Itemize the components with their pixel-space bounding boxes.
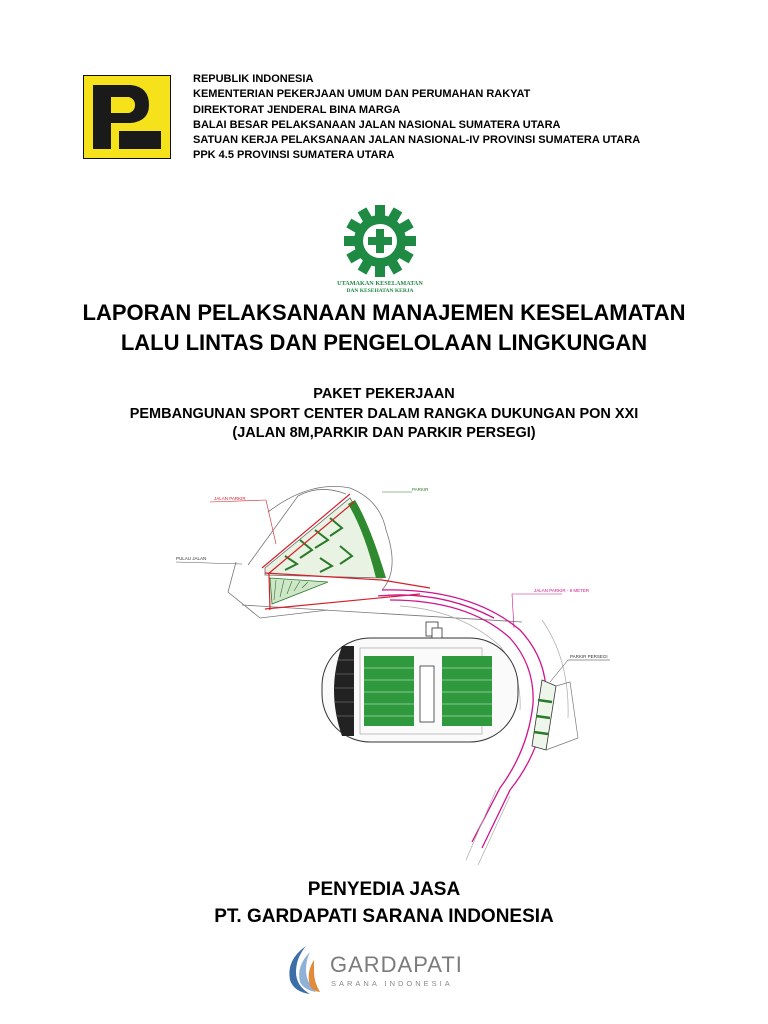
- package-heading: PAKET PEKERJAAN: [313, 386, 455, 402]
- header-line-4: BALAI BESAR PELAKSANAAN JALAN NASIONAL SUMATERA UTARA: [193, 118, 561, 131]
- gardapati-logo: [280, 942, 480, 998]
- header-line-5: SATUAN KERJA PELAKSANAAN JALAN NASIONAL-IV PROVINSI SUMATERA UTARA: [193, 134, 641, 147]
- report-title-line2: LALU LINTAS DAN PENGELOLAAN LINGKUNGAN: [120, 330, 648, 355]
- label-jalan-parkir-8m: JALAN PARKIR - 8 METER: [534, 588, 590, 593]
- report-title: [0, 298, 768, 358]
- header-line-3: DIREKTORAT JENDERAL BINA MARGA: [193, 103, 401, 116]
- label-jalan-parkir: JALAN PARKIR: [214, 496, 246, 501]
- gardapati-emblem-icon: [280, 942, 324, 998]
- k3-safety-logo: [330, 205, 430, 295]
- square-parking: [532, 680, 578, 750]
- package-scope: (JALAN 8M,PARKIR DAN PARKIR PERSEGI): [232, 425, 536, 441]
- pupr-logo: [83, 75, 171, 159]
- package-name: PEMBANGUNAN SPORT CENTER DALAM RANGKA DUKUNGAN PON XXI: [129, 405, 639, 422]
- gardapati-brand-tagline: SARANA INDONESIA: [331, 979, 453, 988]
- sports-field-left: [364, 656, 414, 726]
- institution-header: [193, 72, 640, 164]
- header-line-6: PPK 4.5 PROVINSI SUMATERA UTARA: [193, 149, 395, 162]
- header-line-1: REPUBLIK INDONESIA: [193, 73, 314, 85]
- road-island: [270, 578, 328, 604]
- label-parkir: PARKIR: [412, 487, 429, 492]
- site-plan-drawing: [150, 470, 620, 865]
- gardapati-brand-name: GARDAPATI: [330, 952, 463, 977]
- report-title-line1: LAPORAN PELAKSANAAN MANAJEMEN KESELAMATAN: [82, 300, 686, 325]
- provider-heading: PENYEDIA JASA: [307, 879, 461, 900]
- k3-caption-line2: DAN KESEHATAN KERJA: [346, 288, 414, 294]
- service-provider: [0, 876, 768, 930]
- header-line-2: KEMENTERIAN PEKERJAAN UMUM DAN PERUMAHAN RAKYAT: [193, 88, 531, 101]
- k3-caption-line1: UTAMAKAN KESELAMATAN: [337, 280, 423, 287]
- work-package: [0, 385, 768, 444]
- stadium-complex: [322, 622, 518, 742]
- sports-field-right: [442, 656, 492, 726]
- label-parkir-persegi: PARKIR PERSEGI: [570, 654, 608, 659]
- label-pulau-jalan: PULAU JALAN: [176, 556, 207, 561]
- provider-name: PT. GARDAPATI SARANA INDONESIA: [214, 906, 554, 927]
